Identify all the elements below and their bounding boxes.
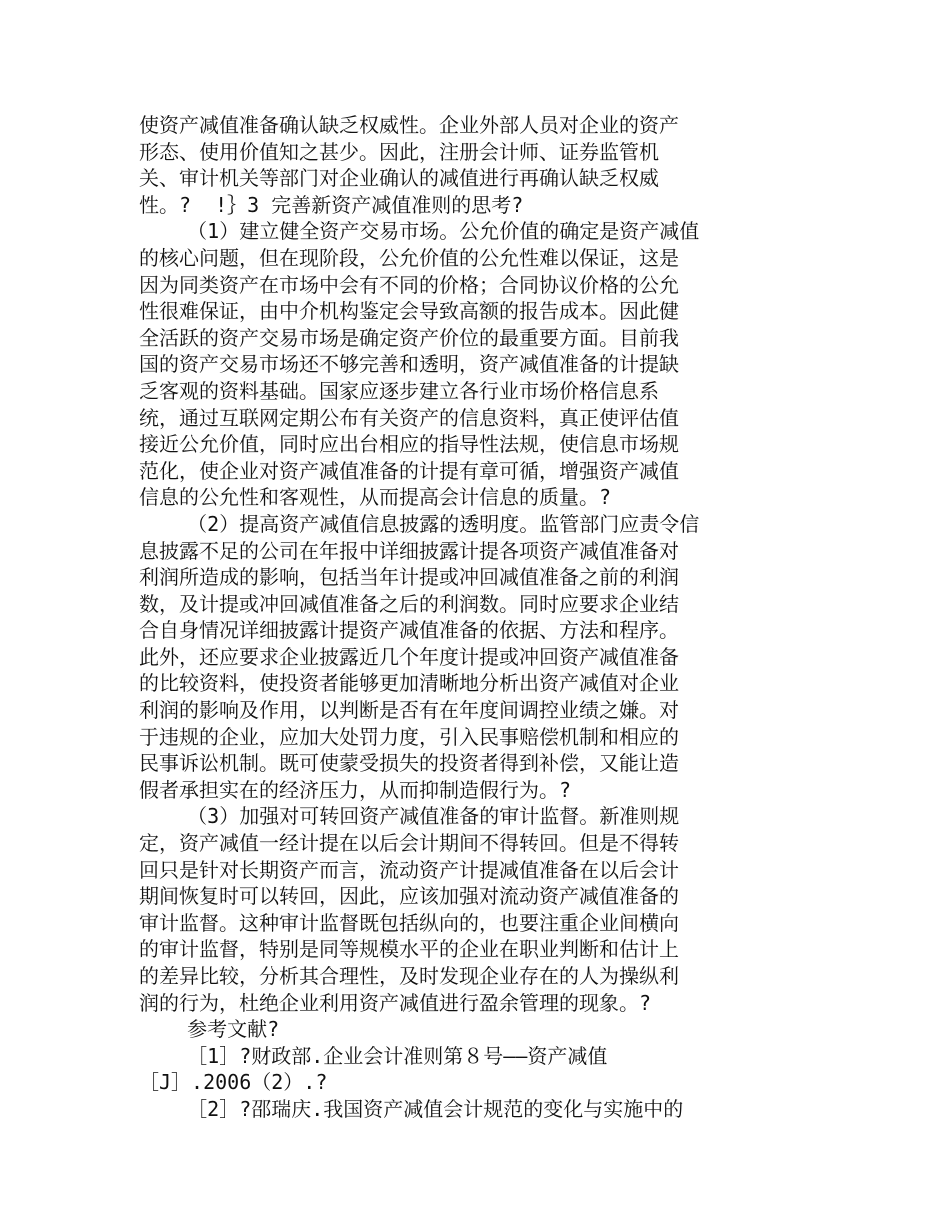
- text-line: 数，及计提或冲回减值准备之后的利润数。同时应要求企业结: [139, 591, 679, 616]
- text-line: （1）建立健全资产交易市场。公允价值的确定是资产减值: [139, 219, 700, 244]
- text-line: 的比较资料，使投资者能够更加清晰地分析出资产减值对企业: [139, 671, 679, 696]
- text-line: 使资产减值准备确认缺乏权威性。企业外部人员对企业的资产: [139, 113, 679, 137]
- text-line: 国的资产交易市场还不够完善和透明，资产减值准备的计提缺: [139, 352, 679, 377]
- text-line: 统，通过互联网定期公布有关资产的信息资料，真正使评估值: [139, 405, 679, 430]
- text-line: 全活跃的资产交易市场是确定资产价位的最重要方面。目前我: [139, 325, 679, 350]
- text-line: 的审计监督，特别是同等规模水平的企业在职业判断和估计上: [139, 937, 679, 962]
- text-line: 关、审计机关等部门对企业确认的减值进行再确认缺乏权威: [139, 166, 659, 191]
- text-line: 于违规的企业，应加大处罚力度，引入民事赔偿机制和相应的: [139, 724, 679, 749]
- text-line: 此外，还应要求企业披露近几个年度计提或冲回资产减值准备: [139, 644, 679, 669]
- text-line: 的差异比较，分析其合理性，及时发现企业存在的人为操纵利: [139, 964, 679, 988]
- text-line: 审计监督。这种审计监督既包括纵向的，也要注重企业间横向: [139, 910, 679, 935]
- text-line: 假者承担实在的经济压力，从而抑制造假行为。?: [139, 777, 572, 802]
- text-line: 性。? !｝3 完善新资产减值准则的思考?: [139, 192, 524, 217]
- text-line: 回只是针对长期资产而言，流动资产计提减值准备在以后会计: [139, 857, 679, 882]
- text-line: 利润所造成的影响，包括当年计提或冲回减值准备之前的利润: [139, 565, 679, 590]
- text-line: ［J］.2006（2）.?: [139, 1070, 328, 1095]
- text-line: 因为同类资产在市场中会有不同的价格；合同协议价格的公允: [139, 272, 679, 297]
- text-line: ［2］?邵瑞庆.我国资产减值会计规范的变化与实施中的: [139, 1096, 684, 1121]
- document-body: [139, 112, 749, 1123]
- text-line: ［1］?财政部.企业会计准则第８号——资产减值: [139, 1043, 608, 1068]
- text-line: 民事诉讼机制。既可使蒙受损失的投资者得到补偿，又能让造: [139, 751, 679, 776]
- text-line: 合自身情况详细披露计提资产减值准备的依据、方法和程序。: [139, 618, 679, 643]
- text-line: 参考文献?: [139, 1017, 280, 1042]
- text-line: 润的行为，杜绝企业利用资产减值进行盈余管理的现象。?: [139, 990, 652, 1015]
- text-line: 利润的影响及作用，以判断是否有在年度间调控业绩之嫌。对: [139, 698, 679, 723]
- text-line: （2）提高资产减值信息披露的透明度。监管部门应责令信: [139, 511, 700, 536]
- text-line: 形态、使用价值知之甚少。因此，注册会计师、证券监管机: [139, 139, 659, 164]
- text-line: 的核心问题，但在现阶段，公允价值的公允性难以保证，这是: [139, 245, 679, 270]
- text-line: 息披露不足的公司在年报中详细披露计提各项资产减值准备对: [139, 538, 679, 563]
- text-line: 乏客观的资料基础。国家应逐步建立各行业市场价格信息系: [139, 378, 659, 403]
- text-line: 定，资产减值一经计提在以后会计期间不得转回。但是不得转: [139, 831, 679, 856]
- text-line: 接近公允价值，同时应出台相应的指导性法规，使信息市场规: [139, 432, 679, 457]
- text-line: 期间恢复时可以转回，因此，应该加强对流动资产减值准备的: [139, 884, 679, 909]
- text-line: 性很难保证，由中介机构鉴定会导致高额的报告成本。因此健: [139, 299, 679, 324]
- text-line: （3）加强对可转回资产减值准备的审计监督。新准则规: [139, 804, 680, 829]
- text-line: 范化，使企业对资产减值准备的计提有章可循，增强资产减值: [139, 458, 679, 483]
- text-line: 信息的公允性和客观性，从而提高会计信息的质量。?: [139, 485, 612, 510]
